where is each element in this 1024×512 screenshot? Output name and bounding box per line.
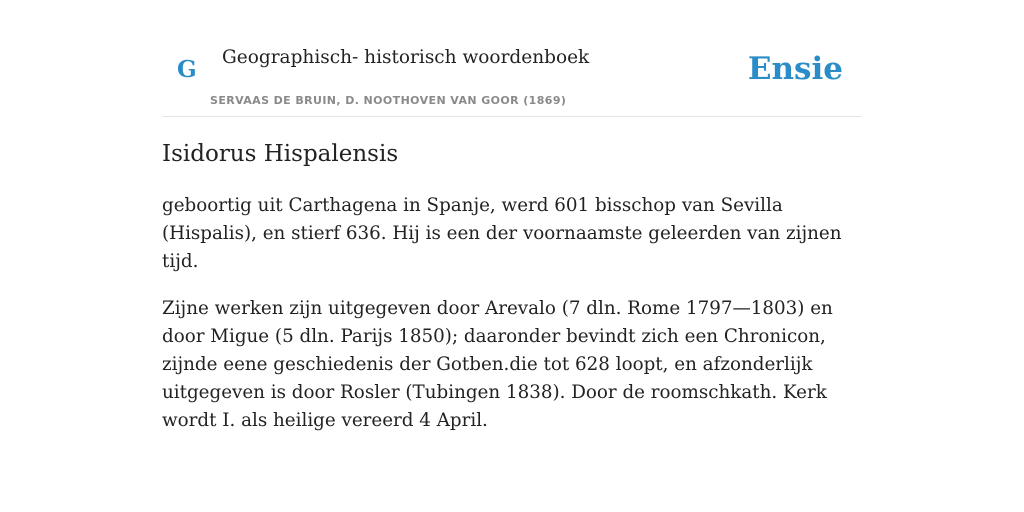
book-author: SERVAAS DE BRUIN, D. NOOTHOVEN VAN GOOR (1869)	[210, 94, 567, 107]
book-header	[162, 0, 862, 117]
entry-paragraph: geboortig uit Carthagena in Spanje, werd 601 bisschop van Sevilla (Hispalis), en stierf 636. Hij is een der voornaamste geleerden van zijnen tijd.	[162, 195, 842, 272]
entry-body	[162, 192, 862, 454]
ensie-logo-link[interactable]: Ensie	[747, 51, 843, 87]
book-letter-icon[interactable]: G	[177, 56, 197, 83]
book-title-link[interactable]: Geographisch- historisch woordenboek	[222, 47, 590, 68]
entry-title: Isidorus Hispalensis	[162, 141, 399, 167]
entry-paragraph: Zijne werken zijn uitgegeven door Arevalo (7 dln. Rome 1797—1803) en door Migue (5 dln. Parijs 1850); daaronder bevindt zich een Chronicon, zijnde eene geschiedenis der Gotben.die tot 628 loopt, en afzonderlijk uitgegeven is door Rosler (Tubingen 1838). Door de roomschkath. Kerk wordt I. als heilige vereerd 4 April.	[162, 298, 833, 431]
